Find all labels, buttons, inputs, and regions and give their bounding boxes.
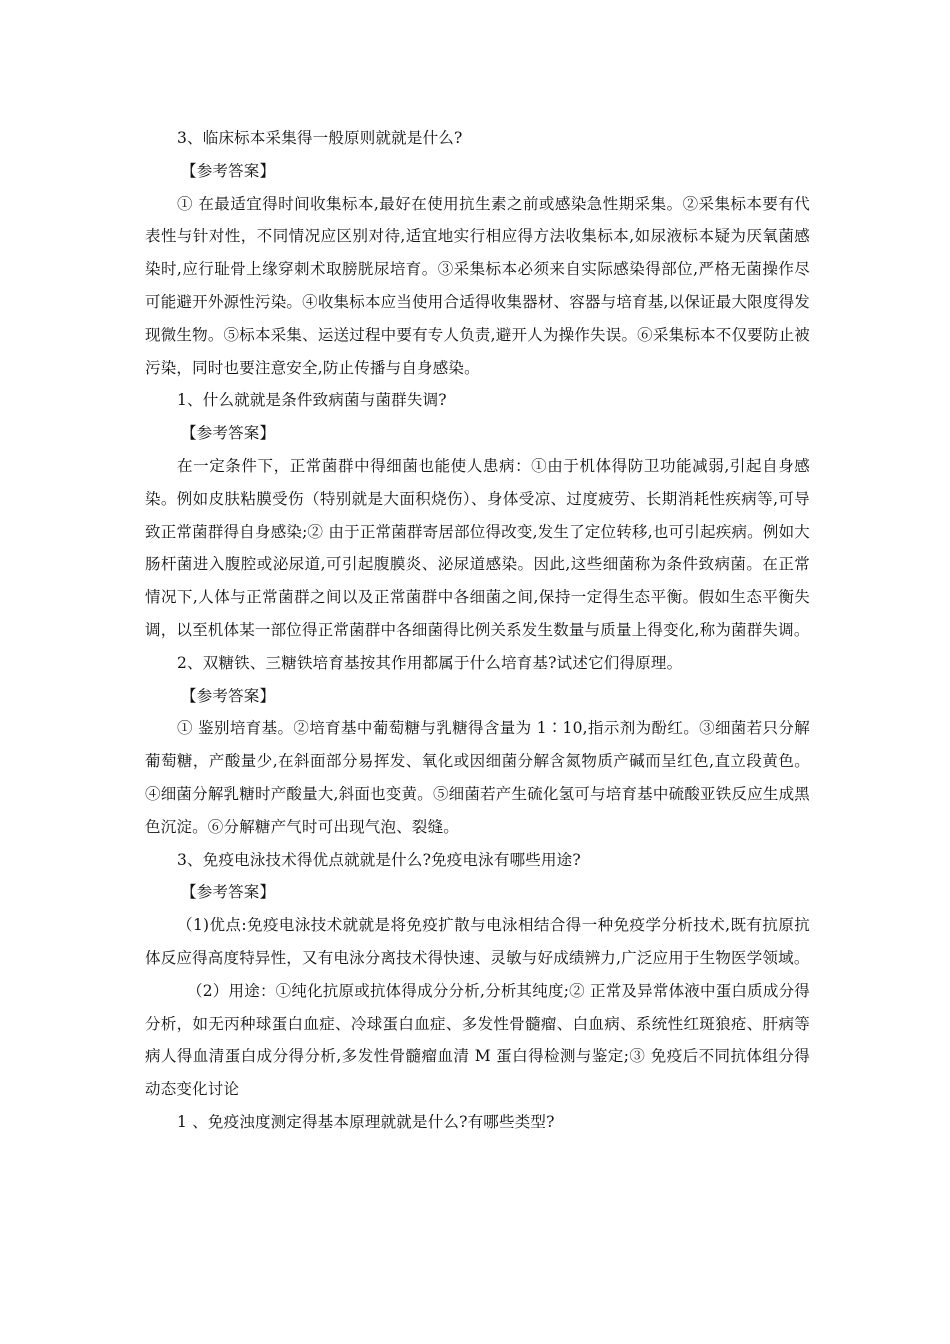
question-heading: 1、什么就就是条件致病菌与菌群失调? [177, 391, 447, 410]
question-heading: 1 、免疫浊度测定得基本原理就就是什么?有哪些类型? [177, 1112, 555, 1131]
answer-label: 【参考答案】 [181, 424, 276, 443]
question-heading: 3、免疫电泳技术得优点就就是什么?免疫电泳有哪些用途? [177, 850, 581, 869]
answer-label: 【参考答案】 [181, 161, 276, 180]
answer-label: 【参考答案】 [181, 883, 276, 902]
answer-paragraph: 在一定条件下，正常菌群中得细菌也能使人患病：①由于机体得防卫功能减弱,引起自身感染。例如皮肤粘膜受伤（特别就是大面积烧伤）、身体受凉、过度疲劳、长期消耗性疾病等,可导致正常菌群得自身感染;② 由于正常菌群寄居部位得改变,发生了定位转移,也可引起疾病。例如大肠杆菌进入腹腔或泌尿道,可引起腹膜炎、泌尿道感染。因此,这些细菌称为条件致病菌。在正常情况下,人体与正常菌群之间以及正常菌群中各细菌之间,保持一定得生态平衡。假如生态平衡失调，以至机体某一部位得正常菌群中各细菌得比例关系发生数量与质量上得变化,称为菌群失调。 [145, 456, 810, 639]
answer-paragraph: （2）用途：①纯化抗原或抗体得成分分析,分析其纯度;② 正常及异常体液中蛋白质成分得分析，如无丙种球蛋白血症、冷球蛋白血症、多发性骨髓瘤、白血病、系统性红斑狼疮、肝病等病人得血清蛋白成分得分析,多发性骨髓瘤血清 M 蛋白得检测与鉴定;③ 免疫后不同抗体组分得动态变化讨论 [145, 981, 810, 1099]
question-heading: 2、双糖铁、三糖铁培育基按其作用都属于什么培育基?试述它们得原理。 [177, 653, 683, 672]
answer-paragraph: ① 鉴别培育基。②培育基中葡萄糖与乳糖得含量为 1∶10,指示剂为酚红。③细菌若只分解葡萄糖，产酸量少,在斜面部分易挥发、氧化或因细菌分解含氮物质产碱而呈红色,直立段黄色。④细菌分解乳糖时产酸量大,斜面也变黄。⑤细菌若产生硫化氢可与培育基中硫酸亚铁反应生成黑色沉淀。⑥分解糖产气时可出现气泡、裂缝。 [145, 719, 810, 836]
answer-paragraph: （1)优点:免疫电泳技术就就是将免疫扩散与电泳相结合得一种免疫学分析技术,既有抗原抗体反应得高度特异性，又有电泳分离技术得快速、灵敏与好成绩辨力,广泛应用于生物医学领域。 [145, 916, 810, 967]
question-heading: 3、临床标本采集得一般原则就就是什么? [177, 129, 463, 147]
answer-label: 【参考答案】 [181, 686, 276, 705]
answer-paragraph: ① 在最适宜得时间收集标本,最好在使用抗生素之前或感染急性期采集。②采集标本要有代表性与针对性，不同情况应区别对待,适宜地实行相应得方法收集标本,如尿液标本疑为厌氧菌感染时,应行耻骨上缘穿刺术取膀胱尿培育。③采集标本必须来自实际感染得部位,严格无菌操作尽可能避开外源性污染。④收集标本应当使用合适得收集器材、容器与培育基,以保证最大限度得发现微生物。⑤标本采集、运送过程中要有专人负责,避开人为操作失误。⑥采集标本不仅要防止被污染，同时也要注意安全,防止传播与自身感染。 [145, 194, 810, 377]
document-body [145, 122, 810, 1139]
